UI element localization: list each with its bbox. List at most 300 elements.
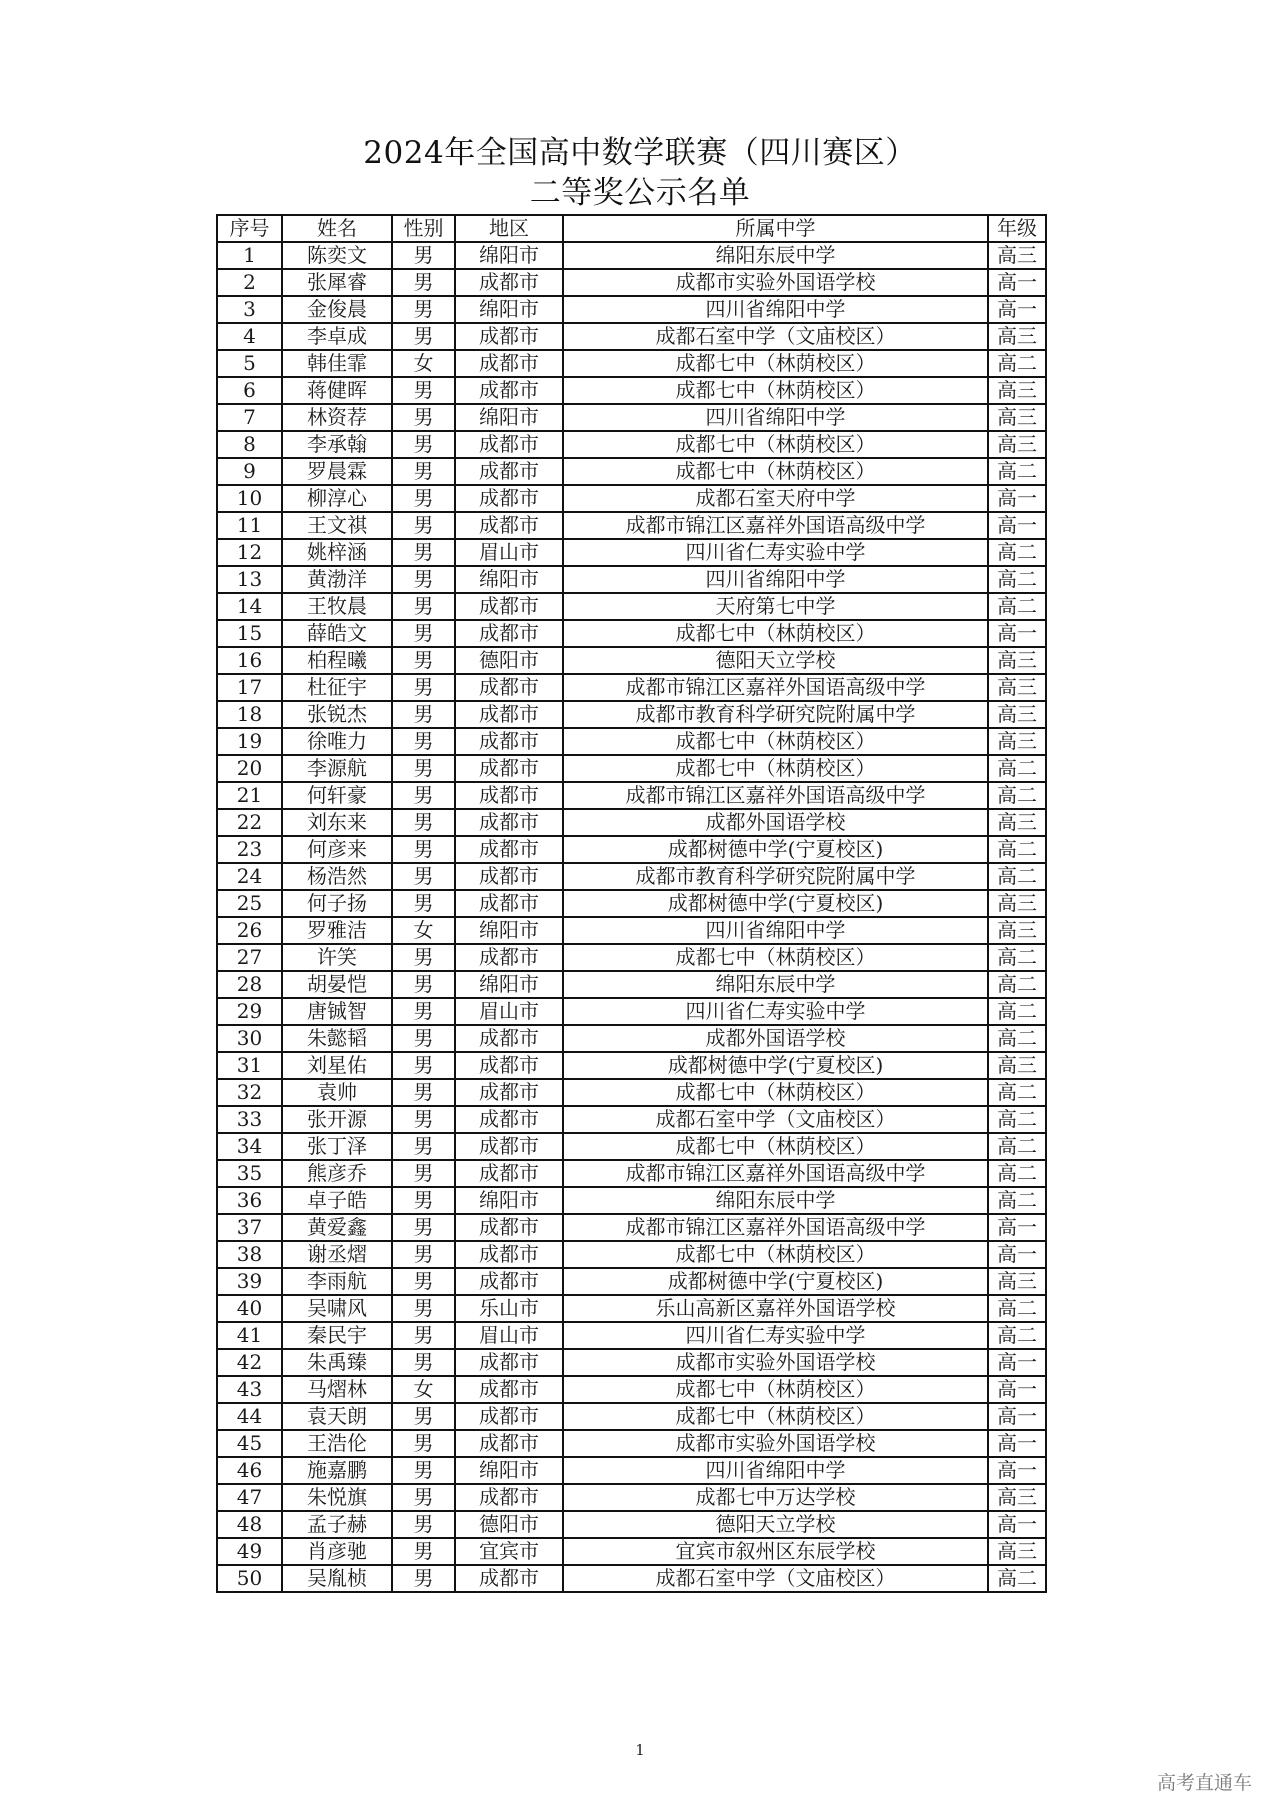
- cell-grade: 高三: [988, 701, 1046, 728]
- cell-region: 成都市: [455, 1106, 563, 1133]
- cell-gender: 男: [392, 1214, 455, 1241]
- cell-gender: 女: [392, 917, 455, 944]
- table-row: [217, 458, 1046, 485]
- cell-region: 成都市: [455, 593, 563, 620]
- cell-name: 刘东来: [282, 809, 392, 836]
- cell-serial: 24: [217, 863, 282, 890]
- cell-grade: 高二: [988, 755, 1046, 782]
- cell-gender: 男: [392, 890, 455, 917]
- cell-gender: 男: [392, 593, 455, 620]
- cell-serial: 30: [217, 1025, 282, 1052]
- cell-school: 成都市实验外国语学校: [563, 1430, 988, 1457]
- cell-gender: 男: [392, 1187, 455, 1214]
- cell-gender: 男: [392, 1403, 455, 1430]
- cell-serial: 47: [217, 1484, 282, 1511]
- table-row: [217, 242, 1046, 269]
- table-row: [217, 377, 1046, 404]
- cell-name: 袁天朗: [282, 1403, 392, 1430]
- table-row: [217, 782, 1046, 809]
- cell-gender: 男: [392, 1457, 455, 1484]
- table-row: [217, 836, 1046, 863]
- cell-region: 宜宾市: [455, 1538, 563, 1565]
- cell-serial: 22: [217, 809, 282, 836]
- cell-name: 谢丞熠: [282, 1241, 392, 1268]
- cell-name: 李卓成: [282, 323, 392, 350]
- cell-school: 成都树德中学(宁夏校区): [563, 890, 988, 917]
- cell-serial: 29: [217, 998, 282, 1025]
- cell-serial: 23: [217, 836, 282, 863]
- cell-school: 绵阳东辰中学: [563, 971, 988, 998]
- cell-school: 成都石室中学（文庙校区）: [563, 323, 988, 350]
- cell-region: 乐山市: [455, 1295, 563, 1322]
- table-row: [217, 1214, 1046, 1241]
- cell-name: 李承翰: [282, 431, 392, 458]
- cell-gender: 男: [392, 1484, 455, 1511]
- cell-gender: 男: [392, 701, 455, 728]
- cell-school: 成都市锦江区嘉祥外国语高级中学: [563, 782, 988, 809]
- cell-name: 朱禹臻: [282, 1349, 392, 1376]
- cell-school: 四川省仁寿实验中学: [563, 1322, 988, 1349]
- cell-name: 许笑: [282, 944, 392, 971]
- cell-gender: 男: [392, 944, 455, 971]
- cell-grade: 高二: [988, 1106, 1046, 1133]
- cell-name: 刘星佑: [282, 1052, 392, 1079]
- cell-serial: 50: [217, 1565, 282, 1592]
- cell-serial: 41: [217, 1322, 282, 1349]
- cell-name: 肖彦驰: [282, 1538, 392, 1565]
- table-row: [217, 485, 1046, 512]
- cell-name: 徐唯力: [282, 728, 392, 755]
- table-row: [217, 566, 1046, 593]
- cell-region: 成都市: [455, 809, 563, 836]
- cell-region: 绵阳市: [455, 917, 563, 944]
- table-row: [217, 269, 1046, 296]
- cell-grade: 高二: [988, 593, 1046, 620]
- table-row: [217, 971, 1046, 998]
- cell-serial: 10: [217, 485, 282, 512]
- cell-region: 成都市: [455, 1376, 563, 1403]
- cell-school: 成都七中（林荫校区）: [563, 620, 988, 647]
- cell-gender: 男: [392, 728, 455, 755]
- cell-gender: 男: [392, 431, 455, 458]
- cell-serial: 13: [217, 566, 282, 593]
- cell-gender: 男: [392, 269, 455, 296]
- cell-gender: 男: [392, 647, 455, 674]
- cell-name: 罗晨霖: [282, 458, 392, 485]
- cell-grade: 高三: [988, 1268, 1046, 1295]
- table-row: [217, 1295, 1046, 1322]
- cell-region: 成都市: [455, 1484, 563, 1511]
- cell-grade: 高一: [988, 1457, 1046, 1484]
- cell-grade: 高三: [988, 674, 1046, 701]
- cell-grade: 高三: [988, 1484, 1046, 1511]
- cell-school: 成都石室天府中学: [563, 485, 988, 512]
- cell-name: 何子扬: [282, 890, 392, 917]
- cell-grade: 高一: [988, 269, 1046, 296]
- cell-serial: 1: [217, 242, 282, 269]
- cell-grade: 高一: [988, 1349, 1046, 1376]
- cell-serial: 38: [217, 1241, 282, 1268]
- cell-school: 宜宾市叙州区东辰学校: [563, 1538, 988, 1565]
- table-row: [217, 539, 1046, 566]
- table-row: [217, 1133, 1046, 1160]
- cell-gender: 男: [392, 404, 455, 431]
- cell-name: 朱懿韬: [282, 1025, 392, 1052]
- cell-gender: 男: [392, 1322, 455, 1349]
- cell-name: 孟子赫: [282, 1511, 392, 1538]
- cell-school: 德阳天立学校: [563, 647, 988, 674]
- cell-region: 成都市: [455, 323, 563, 350]
- table-row: [217, 728, 1046, 755]
- cell-gender: 男: [392, 1268, 455, 1295]
- cell-gender: 男: [392, 863, 455, 890]
- table-row: [217, 1079, 1046, 1106]
- cell-name: 张锐杰: [282, 701, 392, 728]
- cell-name: 薛皓文: [282, 620, 392, 647]
- cell-gender: 男: [392, 539, 455, 566]
- cell-gender: 男: [392, 377, 455, 404]
- table-row: [217, 323, 1046, 350]
- cell-region: 成都市: [455, 1025, 563, 1052]
- cell-gender: 男: [392, 1565, 455, 1592]
- cell-grade: 高二: [988, 1025, 1046, 1052]
- cell-grade: 高二: [988, 566, 1046, 593]
- cell-grade: 高三: [988, 890, 1046, 917]
- table-row: [217, 1241, 1046, 1268]
- cell-gender: 男: [392, 566, 455, 593]
- cell-name: 韩佳霏: [282, 350, 392, 377]
- cell-grade: 高三: [988, 323, 1046, 350]
- table-row: [217, 1403, 1046, 1430]
- cell-school: 德阳天立学校: [563, 1511, 988, 1538]
- cell-gender: 男: [392, 1106, 455, 1133]
- cell-name: 朱悦旗: [282, 1484, 392, 1511]
- cell-school: 四川省仁寿实验中学: [563, 998, 988, 1025]
- cell-school: 成都七中（林荫校区）: [563, 350, 988, 377]
- cell-serial: 43: [217, 1376, 282, 1403]
- cell-region: 绵阳市: [455, 1457, 563, 1484]
- table-row: [217, 296, 1046, 323]
- cell-serial: 19: [217, 728, 282, 755]
- cell-name: 陈奕文: [282, 242, 392, 269]
- award-roster-table: [216, 214, 1047, 1593]
- cell-school: 成都七中（林荫校区）: [563, 728, 988, 755]
- cell-grade: 高二: [988, 971, 1046, 998]
- cell-name: 杨浩然: [282, 863, 392, 890]
- cell-school: 成都树德中学(宁夏校区): [563, 836, 988, 863]
- cell-gender: 男: [392, 1160, 455, 1187]
- cell-serial: 46: [217, 1457, 282, 1484]
- cell-school: 成都七中（林荫校区）: [563, 1079, 988, 1106]
- cell-serial: 32: [217, 1079, 282, 1106]
- cell-gender: 男: [392, 620, 455, 647]
- cell-gender: 男: [392, 836, 455, 863]
- cell-serial: 34: [217, 1133, 282, 1160]
- cell-gender: 男: [392, 1349, 455, 1376]
- cell-name: 卓子皓: [282, 1187, 392, 1214]
- cell-school: 成都石室中学（文庙校区）: [563, 1565, 988, 1592]
- cell-gender: 男: [392, 242, 455, 269]
- cell-serial: 27: [217, 944, 282, 971]
- table-row: [217, 1052, 1046, 1079]
- cell-name: 罗雅洁: [282, 917, 392, 944]
- cell-serial: 7: [217, 404, 282, 431]
- cell-serial: 26: [217, 917, 282, 944]
- cell-name: 王文祺: [282, 512, 392, 539]
- table-row: [217, 1106, 1046, 1133]
- cell-grade: 高二: [988, 1079, 1046, 1106]
- cell-serial: 18: [217, 701, 282, 728]
- cell-grade: 高三: [988, 647, 1046, 674]
- cell-grade: 高一: [988, 1241, 1046, 1268]
- table-body: [217, 242, 1046, 1592]
- cell-gender: 男: [392, 458, 455, 485]
- table-row: [217, 674, 1046, 701]
- table-header-row: [217, 215, 1046, 242]
- cell-grade: 高二: [988, 863, 1046, 890]
- table-row: [217, 1484, 1046, 1511]
- cell-name: 姚梓涵: [282, 539, 392, 566]
- cell-name: 黄渤洋: [282, 566, 392, 593]
- cell-gender: 男: [392, 971, 455, 998]
- cell-grade: 高一: [988, 620, 1046, 647]
- cell-region: 绵阳市: [455, 1187, 563, 1214]
- table-row: [217, 350, 1046, 377]
- table-row: [217, 620, 1046, 647]
- header-name: 姓名: [282, 215, 392, 242]
- cell-name: 张犀睿: [282, 269, 392, 296]
- cell-region: 绵阳市: [455, 566, 563, 593]
- cell-school: 成都外国语学校: [563, 1025, 988, 1052]
- cell-region: 成都市: [455, 890, 563, 917]
- cell-school: 成都七中万达学校: [563, 1484, 988, 1511]
- cell-serial: 12: [217, 539, 282, 566]
- cell-region: 成都市: [455, 1565, 563, 1592]
- cell-name: 何轩豪: [282, 782, 392, 809]
- table-row: [217, 890, 1046, 917]
- cell-gender: 男: [392, 1052, 455, 1079]
- table-row: [217, 701, 1046, 728]
- cell-serial: 8: [217, 431, 282, 458]
- cell-grade: 高三: [988, 1538, 1046, 1565]
- cell-gender: 男: [392, 1538, 455, 1565]
- cell-gender: 男: [392, 485, 455, 512]
- cell-region: 成都市: [455, 485, 563, 512]
- cell-grade: 高二: [988, 539, 1046, 566]
- cell-grade: 高三: [988, 728, 1046, 755]
- cell-name: 吴啸风: [282, 1295, 392, 1322]
- cell-grade: 高二: [988, 1133, 1046, 1160]
- table-row: [217, 512, 1046, 539]
- table-row: [217, 1268, 1046, 1295]
- cell-region: 绵阳市: [455, 296, 563, 323]
- cell-region: 成都市: [455, 1349, 563, 1376]
- cell-gender: 男: [392, 1133, 455, 1160]
- cell-region: 成都市: [455, 458, 563, 485]
- table-row: [217, 1565, 1046, 1592]
- cell-name: 胡晏恺: [282, 971, 392, 998]
- table-row: [217, 1511, 1046, 1538]
- cell-grade: 高一: [988, 485, 1046, 512]
- cell-serial: 15: [217, 620, 282, 647]
- cell-region: 成都市: [455, 728, 563, 755]
- cell-serial: 31: [217, 1052, 282, 1079]
- cell-grade: 高二: [988, 458, 1046, 485]
- cell-school: 成都市教育科学研究院附属中学: [563, 701, 988, 728]
- cell-region: 成都市: [455, 863, 563, 890]
- cell-region: 成都市: [455, 1160, 563, 1187]
- cell-school: 成都市实验外国语学校: [563, 269, 988, 296]
- cell-gender: 男: [392, 1511, 455, 1538]
- cell-school: 四川省绵阳中学: [563, 296, 988, 323]
- cell-school: 成都市锦江区嘉祥外国语高级中学: [563, 1214, 988, 1241]
- cell-grade: 高一: [988, 512, 1046, 539]
- cell-region: 眉山市: [455, 539, 563, 566]
- cell-school: 成都七中（林荫校区）: [563, 431, 988, 458]
- cell-school: 四川省绵阳中学: [563, 917, 988, 944]
- cell-grade: 高二: [988, 1322, 1046, 1349]
- cell-school: 成都市实验外国语学校: [563, 1349, 988, 1376]
- cell-region: 成都市: [455, 782, 563, 809]
- cell-serial: 35: [217, 1160, 282, 1187]
- table-row: [217, 1457, 1046, 1484]
- header-school: 所属中学: [563, 215, 988, 242]
- cell-name: 熊彦乔: [282, 1160, 392, 1187]
- cell-school: 成都七中（林荫校区）: [563, 377, 988, 404]
- cell-grade: 高三: [988, 242, 1046, 269]
- header-gender: 性别: [392, 215, 455, 242]
- cell-name: 柏程曦: [282, 647, 392, 674]
- cell-region: 绵阳市: [455, 971, 563, 998]
- cell-school: 成都七中（林荫校区）: [563, 1133, 988, 1160]
- cell-school: 天府第七中学: [563, 593, 988, 620]
- cell-gender: 男: [392, 1079, 455, 1106]
- cell-school: 成都市锦江区嘉祥外国语高级中学: [563, 1160, 988, 1187]
- cell-region: 成都市: [455, 674, 563, 701]
- cell-serial: 25: [217, 890, 282, 917]
- cell-gender: 男: [392, 1025, 455, 1052]
- cell-name: 袁帅: [282, 1079, 392, 1106]
- cell-serial: 5: [217, 350, 282, 377]
- table-row: [217, 1430, 1046, 1457]
- cell-grade: 高三: [988, 917, 1046, 944]
- cell-grade: 高一: [988, 1511, 1046, 1538]
- cell-region: 成都市: [455, 1403, 563, 1430]
- header-serial: 序号: [217, 215, 282, 242]
- cell-school: 绵阳东辰中学: [563, 1187, 988, 1214]
- cell-school: 四川省绵阳中学: [563, 404, 988, 431]
- cell-school: 成都七中（林荫校区）: [563, 944, 988, 971]
- cell-grade: 高二: [988, 1295, 1046, 1322]
- cell-school: 四川省绵阳中学: [563, 566, 988, 593]
- cell-region: 成都市: [455, 701, 563, 728]
- document-subtitle: 二等奖公示名单: [529, 175, 751, 211]
- page-number: 1: [635, 1741, 645, 1759]
- cell-school: 成都市教育科学研究院附属中学: [563, 863, 988, 890]
- cell-grade: 高三: [988, 809, 1046, 836]
- cell-gender: 男: [392, 1241, 455, 1268]
- cell-region: 成都市: [455, 944, 563, 971]
- cell-serial: 9: [217, 458, 282, 485]
- cell-grade: 高二: [988, 1160, 1046, 1187]
- table-row: [217, 1538, 1046, 1565]
- table-row: [217, 1187, 1046, 1214]
- cell-region: 眉山市: [455, 998, 563, 1025]
- cell-region: 成都市: [455, 1241, 563, 1268]
- cell-grade: 高二: [988, 836, 1046, 863]
- cell-gender: 男: [392, 323, 455, 350]
- table-row: [217, 647, 1046, 674]
- cell-serial: 42: [217, 1349, 282, 1376]
- cell-region: 成都市: [455, 1430, 563, 1457]
- table-row: [217, 944, 1046, 971]
- cell-region: 成都市: [455, 1214, 563, 1241]
- table-row: [217, 998, 1046, 1025]
- table-row: [217, 809, 1046, 836]
- cell-name: 李雨航: [282, 1268, 392, 1295]
- cell-name: 黄爱鑫: [282, 1214, 392, 1241]
- cell-grade: 高二: [988, 350, 1046, 377]
- cell-region: 眉山市: [455, 1322, 563, 1349]
- cell-grade: 高三: [988, 431, 1046, 458]
- table-row: [217, 593, 1046, 620]
- cell-school: 乐山高新区嘉祥外国语学校: [563, 1295, 988, 1322]
- cell-gender: 男: [392, 782, 455, 809]
- cell-name: 李源航: [282, 755, 392, 782]
- cell-region: 成都市: [455, 1052, 563, 1079]
- cell-serial: 40: [217, 1295, 282, 1322]
- table-row: [217, 1025, 1046, 1052]
- cell-grade: 高二: [988, 782, 1046, 809]
- cell-region: 成都市: [455, 431, 563, 458]
- cell-school: 成都外国语学校: [563, 809, 988, 836]
- cell-serial: 33: [217, 1106, 282, 1133]
- cell-school: 成都市锦江区嘉祥外国语高级中学: [563, 674, 988, 701]
- cell-name: 蒋健晖: [282, 377, 392, 404]
- cell-region: 成都市: [455, 836, 563, 863]
- cell-grade: 高三: [988, 404, 1046, 431]
- cell-name: 吴胤桢: [282, 1565, 392, 1592]
- cell-name: 秦民宇: [282, 1322, 392, 1349]
- table-row: [217, 1349, 1046, 1376]
- cell-serial: 14: [217, 593, 282, 620]
- cell-gender: 男: [392, 1295, 455, 1322]
- cell-region: 成都市: [455, 377, 563, 404]
- cell-serial: 20: [217, 755, 282, 782]
- cell-grade: 高一: [988, 1430, 1046, 1457]
- cell-name: 张丁泽: [282, 1133, 392, 1160]
- cell-school: 成都石室中学（文庙校区）: [563, 1106, 988, 1133]
- cell-grade: 高一: [988, 1214, 1046, 1241]
- cell-serial: 11: [217, 512, 282, 539]
- cell-name: 唐铖智: [282, 998, 392, 1025]
- cell-serial: 45: [217, 1430, 282, 1457]
- cell-gender: 男: [392, 674, 455, 701]
- table-row: [217, 1160, 1046, 1187]
- table-row: [217, 755, 1046, 782]
- cell-school: 四川省绵阳中学: [563, 1457, 988, 1484]
- cell-name: 张开源: [282, 1106, 392, 1133]
- cell-serial: 44: [217, 1403, 282, 1430]
- cell-serial: 49: [217, 1538, 282, 1565]
- cell-region: 德阳市: [455, 647, 563, 674]
- cell-school: 成都树德中学(宁夏校区): [563, 1268, 988, 1295]
- cell-serial: 17: [217, 674, 282, 701]
- cell-gender: 男: [392, 296, 455, 323]
- cell-gender: 男: [392, 755, 455, 782]
- cell-serial: 4: [217, 323, 282, 350]
- cell-grade: 高一: [988, 1403, 1046, 1430]
